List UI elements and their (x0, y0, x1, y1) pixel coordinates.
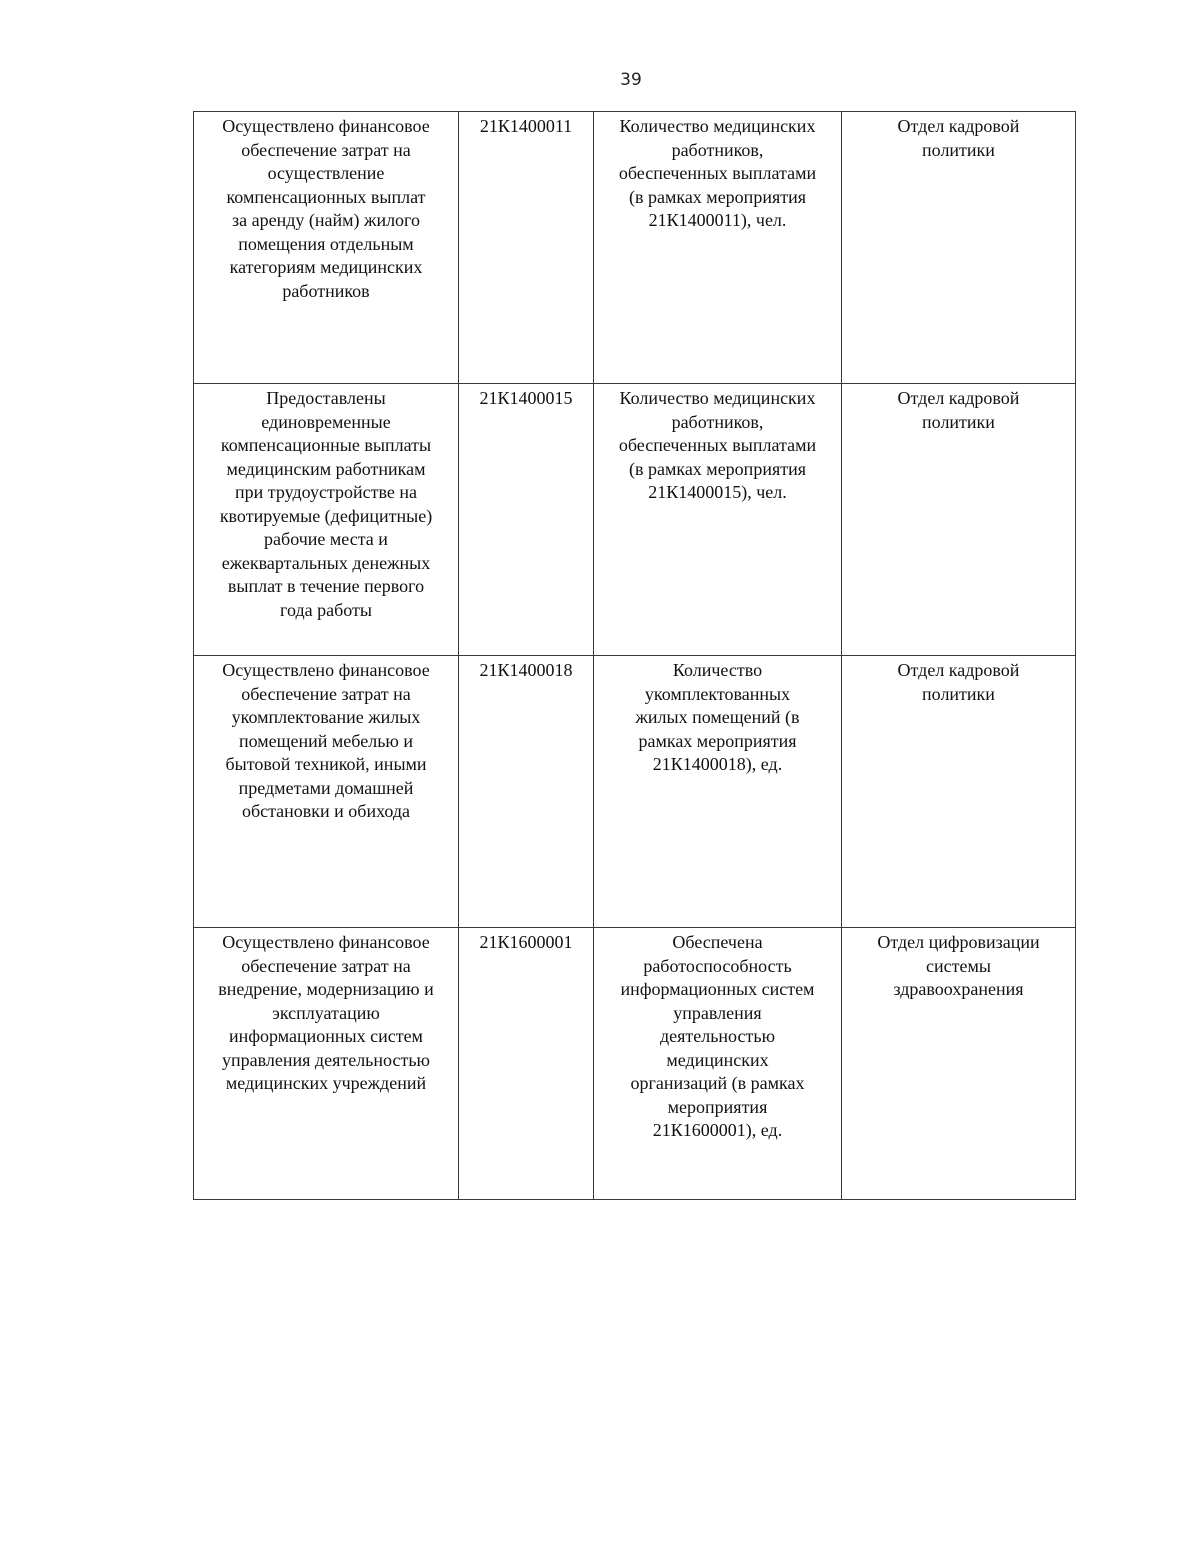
code-text: 21К1400015 (479, 388, 573, 408)
description-text: Осуществлено финансовое обеспечение затрат на укомплектование жилых помещений мебелью и бытовой техникой, иными предметами домашней обстановки и обихода (222, 660, 430, 821)
cell-department (842, 656, 1076, 928)
description-text: Предоставлены единовременные компенсационные выплаты медицинским работникам при трудоустройстве на квотируемые (дефицитные) рабочие места и ежеквартальных денежных выплат в течение первого года работы (219, 388, 433, 620)
cell-code (459, 112, 594, 384)
table-row (194, 384, 1076, 656)
cell-indicator (594, 656, 842, 928)
cell-description (194, 928, 459, 1200)
cell-department (842, 384, 1076, 656)
department-text: Отдел цифровизации системы здравоохранения (877, 932, 1040, 999)
cell-description (194, 384, 459, 656)
cell-department (842, 928, 1076, 1200)
department-text: Отдел кадровой политики (897, 660, 1020, 704)
page-number: 39 (620, 70, 642, 90)
code-text: 21К1400011 (479, 116, 573, 136)
cell-description (194, 656, 459, 928)
indicator-text: Количество медицинских работников, обеспеченных выплатами (в рамках мероприятия 21К1400015), чел. (618, 388, 817, 502)
department-text: Отдел кадровой политики (897, 388, 1020, 432)
cell-code (459, 656, 594, 928)
department-text: Отдел кадровой политики (897, 116, 1020, 160)
table-row (194, 928, 1076, 1200)
indicator-text: Количество укомплектованных жилых помещений (в рамках мероприятия 21К1400018), ед. (635, 660, 800, 774)
table-row (194, 656, 1076, 928)
code-text: 21К1400018 (479, 660, 573, 680)
table-row (194, 112, 1076, 384)
cell-indicator (594, 112, 842, 384)
cell-description (194, 112, 459, 384)
indicator-text: Обеспечена работоспособность информационных систем управления деятельностью медицинских организаций (в рамках мероприятия 21К1600001), ед. (620, 932, 815, 1140)
code-text: 21К1600001 (479, 932, 573, 952)
activities-table (193, 111, 1076, 1200)
description-text: Осуществлено финансовое обеспечение затрат на осуществление компенсационных выплат за аренду (найм) жилого помещения отдельным категориям медицинских работников (222, 116, 430, 301)
cell-code (459, 384, 594, 656)
cell-code (459, 928, 594, 1200)
cell-department (842, 112, 1076, 384)
description-text: Осуществлено финансовое обеспечение затрат на внедрение, модернизацию и эксплуатацию информационных систем управления деятельностью медицинских учреждений (218, 932, 434, 1093)
cell-indicator (594, 384, 842, 656)
indicator-text: Количество медицинских работников, обеспеченных выплатами (в рамках мероприятия 21К1400011), чел. (618, 116, 817, 230)
cell-indicator (594, 928, 842, 1200)
